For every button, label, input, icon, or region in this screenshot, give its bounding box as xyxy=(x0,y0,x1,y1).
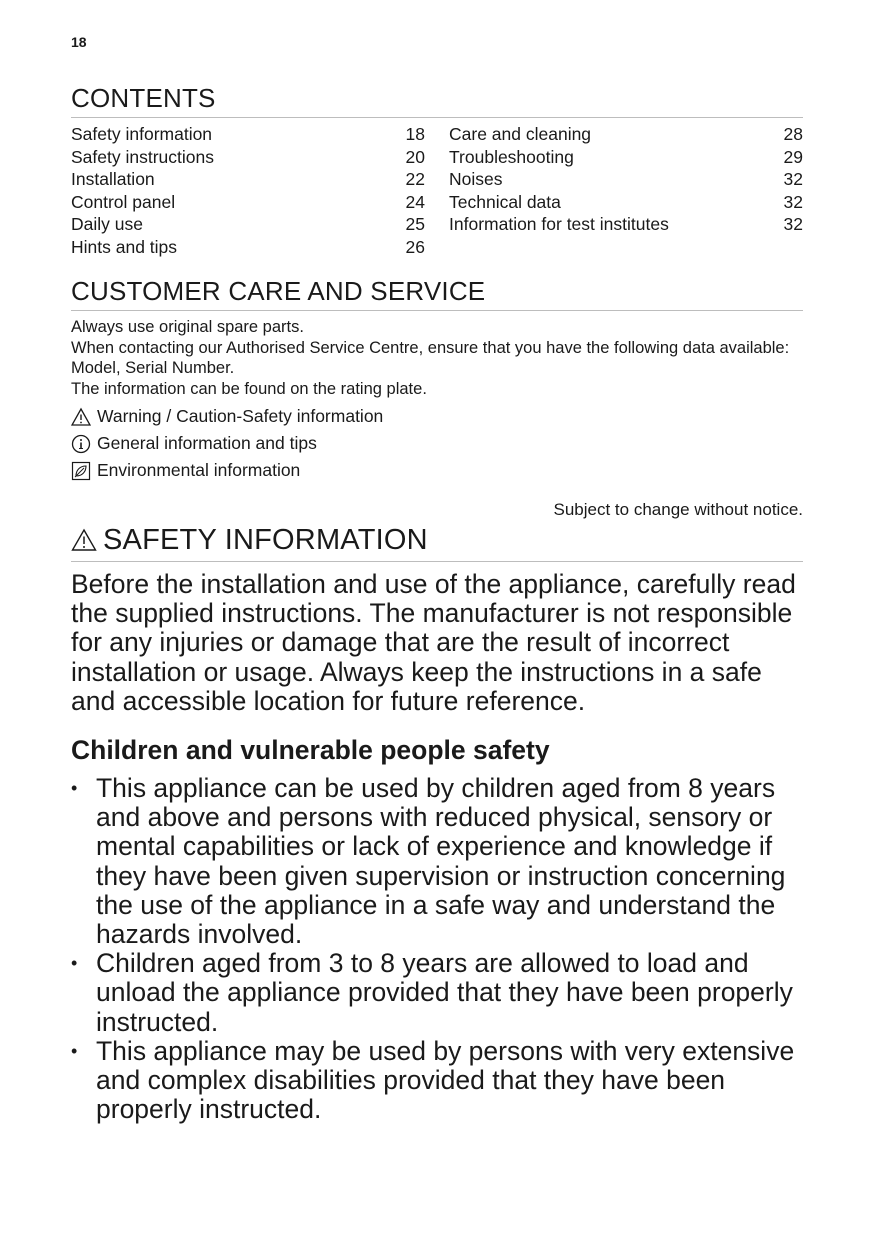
list-item xyxy=(71,1037,803,1125)
customer-care-text xyxy=(71,317,803,399)
toc-entry[interactable] xyxy=(71,213,425,236)
leaf-icon xyxy=(71,461,91,481)
safety-title: SAFETY INFORMATION xyxy=(103,524,428,556)
legend-info xyxy=(71,430,803,457)
toc-entry-page: 26 xyxy=(405,236,425,257)
care-line: The information can be found on the rating plate. xyxy=(71,379,427,398)
care-line: Always use original spare parts. xyxy=(71,318,304,336)
bullet-text: This appliance can be used by children aged from 8 years and above and persons with reduced physical, sensory or mental capabilities or lack of experience and knowledge if they have been given supervision or instruction concerning the use of the appliance in a safe way and understand the hazards involved. xyxy=(96,773,786,950)
page-number: 18 xyxy=(71,34,87,50)
contents-section xyxy=(71,83,803,259)
toc-entry-label: Safety information xyxy=(71,124,213,144)
bullet-text: This appliance may be used by persons with very extensive and complex disabilities provided that they have been properly instructed. xyxy=(96,1035,795,1125)
warning-icon xyxy=(71,528,97,552)
toc-entry-label: Technical data xyxy=(449,191,561,212)
toc-entry[interactable] xyxy=(71,236,425,259)
toc-entry-page: 32 xyxy=(783,191,803,212)
toc-entry[interactable] xyxy=(71,146,425,169)
toc-entry[interactable] xyxy=(449,146,803,169)
toc-entry-label: Information for test institutes xyxy=(449,214,669,235)
care-line: When contacting our Authorised Service Centre, ensure that you have the following data available: Model, Serial Number. xyxy=(71,338,790,377)
toc-left-column xyxy=(71,123,425,259)
customer-care-section xyxy=(71,276,803,520)
change-notice: Subject to change without notice. xyxy=(553,500,803,519)
toc-entry-label: Daily use xyxy=(71,214,143,235)
toc-entry-label: Troubleshooting xyxy=(449,146,574,167)
legend-warning xyxy=(71,403,803,430)
toc-right-column xyxy=(449,123,803,259)
toc-entry-label: Care and cleaning xyxy=(449,124,592,144)
safety-information-section xyxy=(71,523,803,1124)
toc-entry[interactable] xyxy=(71,168,425,191)
list-item xyxy=(71,949,803,1037)
toc-entry[interactable] xyxy=(449,213,803,236)
list-item xyxy=(71,774,803,949)
toc-entry-page: 32 xyxy=(783,169,803,190)
toc-entry-label: Control panel xyxy=(71,191,176,212)
customer-care-title: CUSTOMER CARE AND SERVICE xyxy=(71,276,803,311)
toc-entry-page: 29 xyxy=(783,146,803,167)
toc-entry-page: 20 xyxy=(405,146,425,167)
toc-entry-page: 24 xyxy=(405,191,425,212)
symbol-legend xyxy=(71,403,803,484)
toc-entry-label: Noises xyxy=(449,169,503,190)
toc-entry[interactable] xyxy=(449,123,803,146)
toc-entry-label: Installation xyxy=(71,169,155,190)
safety-intro: Before the installation and use of the appliance, carefully read the supplied instructions. The manufacturer is not responsible for any injuries or damage that are the result of incorrect installation or usage. Always keep the instructions in a safe and accessible location for future reference. xyxy=(71,569,796,716)
toc-entry[interactable] xyxy=(71,191,425,214)
legend-environment xyxy=(71,457,803,484)
legend-warning-label: Warning / Caution-Safety information xyxy=(97,406,384,426)
toc-entry[interactable] xyxy=(71,123,425,146)
info-icon xyxy=(71,434,91,454)
safety-bullet-list xyxy=(71,774,803,1124)
children-safety-heading: Children and vulnerable people safety xyxy=(71,735,550,766)
legend-info-label: General information and tips xyxy=(97,433,317,453)
table-of-contents xyxy=(71,123,803,259)
toc-entry-page: 18 xyxy=(405,124,425,144)
toc-entry[interactable] xyxy=(449,191,803,214)
toc-entry-label: Hints and tips xyxy=(71,236,178,257)
legend-environment-label: Environmental information xyxy=(97,460,301,480)
bullet-text: Children aged from 3 to 8 years are allowed to load and unload the appliance provided that they have been properly instructed. xyxy=(96,948,793,1037)
warning-icon xyxy=(71,407,91,427)
contents-title: CONTENTS xyxy=(71,83,803,118)
toc-entry[interactable] xyxy=(449,168,803,191)
toc-entry-page: 32 xyxy=(783,214,803,235)
bullet-marker: • xyxy=(71,778,78,799)
bullet-marker: • xyxy=(71,953,78,974)
bullet-marker: • xyxy=(71,1040,78,1061)
toc-entry-page: 25 xyxy=(405,214,425,235)
toc-entry-page: 22 xyxy=(405,169,425,190)
toc-entry-page: 28 xyxy=(783,124,803,144)
safety-title-heading xyxy=(71,523,803,562)
toc-entry-label: Safety instructions xyxy=(71,146,214,167)
